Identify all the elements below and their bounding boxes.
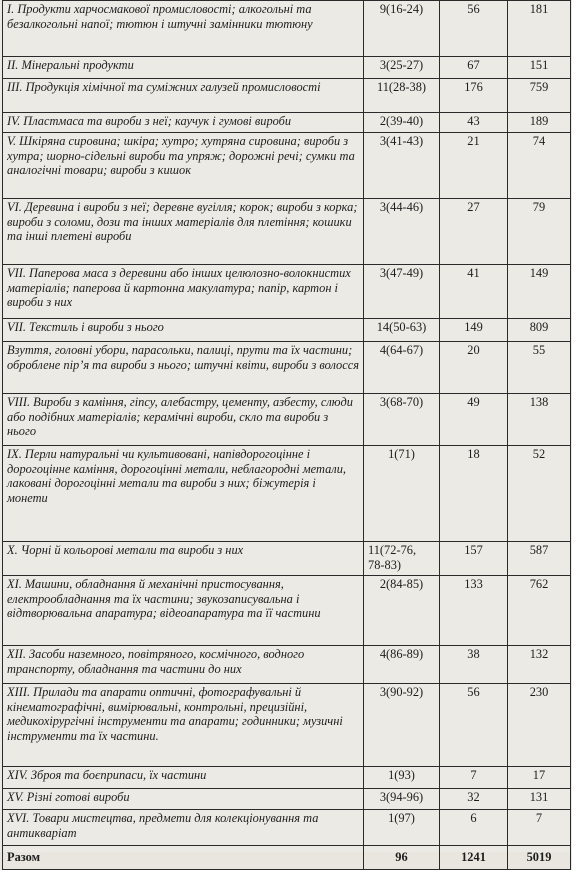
table-row [3,646,571,684]
section-positions: 27 [440,199,508,265]
section-name: XI. Машини, обладнання й механічні пристосування, електрообладнання та їх частини; звукозаписувальна і відтворювальна апаратура; відеоапаратура та її частини [3,576,364,646]
section-subpositions: 17 [508,767,571,789]
section-groups: 3(44-46) [364,199,440,265]
section-subpositions: 809 [508,319,571,342]
table-row [3,133,571,199]
section-subpositions: 55 [508,342,571,394]
section-name: XIV. Зброя та боєприпаси, їх частини [3,767,364,789]
section-positions: 176 [440,79,508,113]
total-row [3,846,571,870]
section-positions: 41 [440,265,508,319]
section-groups: 3(41-43) [364,133,440,199]
section-subpositions: 132 [508,646,571,684]
section-groups: 14(50-63) [364,319,440,342]
section-subpositions: 131 [508,789,571,810]
section-positions: 133 [440,576,508,646]
section-groups: 2(84-85) [364,576,440,646]
section-positions: 18 [440,446,508,542]
section-positions: 49 [440,394,508,446]
section-subpositions: 759 [508,79,571,113]
section-groups: 9(16-24) [364,1,440,57]
section-name: X. Чорні й кольорові метали та вироби з них [3,542,364,576]
table-row [3,79,571,113]
table-row [3,394,571,446]
section-groups: 1(97) [364,810,440,846]
section-subpositions: 189 [508,113,571,133]
table-row [3,789,571,810]
section-positions: 38 [440,646,508,684]
section-groups: 2(39-40) [364,113,440,133]
section-name: Взуття, головні убори, парасольки, палиці, прути та їх частини; оброблене пір’я та вироби з нього; штучні квіти, вироби з волосся [3,342,364,394]
section-groups: 3(90-92) [364,684,440,767]
section-positions: 20 [440,342,508,394]
section-groups: 3(68-70) [364,394,440,446]
commodity-sections-table [2,0,571,870]
section-groups: 1(93) [364,767,440,789]
section-positions: 6 [440,810,508,846]
section-name: XVI. Товари мистецтва, предмети для колекціонування та антикваріат [3,810,364,846]
section-groups: 11(72-76, 78-83) [364,542,440,576]
table-row [3,1,571,57]
section-name: IV. Пластмаса та вироби з неї; каучук і гумові вироби [3,113,364,133]
section-name: III. Продукція хімічної та суміжних галузей промисловості [3,79,364,113]
section-positions: 21 [440,133,508,199]
section-groups: 4(86-89) [364,646,440,684]
section-positions: 56 [440,1,508,57]
section-positions: 43 [440,113,508,133]
section-name: XII. Засоби наземного, повітряного, космічного, водного транспорту, обладнання та частини до них [3,646,364,684]
section-groups: 3(94-96) [364,789,440,810]
section-subpositions: 762 [508,576,571,646]
section-subpositions: 52 [508,446,571,542]
table-row [3,576,571,646]
section-name: II. Мінеральні продукти [3,57,364,79]
section-subpositions: 74 [508,133,571,199]
section-positions: 32 [440,789,508,810]
section-name: XIII. Прилади та апарати оптичні, фотографувальні й кінематографічні, вимірювальні, контрольні, прецизійні, медикохірургічні інструменти та апарати; годинники; музичні інструменти та їх частини. [3,684,364,767]
section-name: V. Шкіряна сировина; шкіра; хутро; хутряна сировина; вироби з хутра; шорно-сідельні вироби та упряж; дорожні речі; сумки та аналогічні товари; вироби з кишок [3,133,364,199]
section-name: XV. Різні готові вироби [3,789,364,810]
table-body [3,1,571,870]
table-row [3,342,571,394]
section-subpositions: 587 [508,542,571,576]
section-subpositions: 79 [508,199,571,265]
table-row [3,684,571,767]
table-row [3,319,571,342]
section-name: VI. Деревина і вироби з неї; деревне вугілля; корок; вироби з корка; вироби з соломи, дози та інших матеріалів для плетіння; кошики та інші плетені вироби [3,199,364,265]
section-positions: 7 [440,767,508,789]
table-row [3,113,571,133]
section-name: VIII. Вироби з каміння, гіпсу, алебастру, цементу, азбесту, слюди або подібних матеріалів; керамічні вироби, скло та вироби з нього [3,394,364,446]
section-subpositions: 138 [508,394,571,446]
section-subpositions: 7 [508,810,571,846]
section-positions: 157 [440,542,508,576]
section-groups: 11(28-38) [364,79,440,113]
section-groups: 1(71) [364,446,440,542]
section-subpositions: 151 [508,57,571,79]
table-row [3,265,571,319]
section-subpositions: 181 [508,1,571,57]
total-subpositions: 5019 [508,846,571,870]
table-row [3,542,571,576]
total-label: Разом [3,846,364,870]
table-row [3,810,571,846]
section-positions: 149 [440,319,508,342]
section-name: VII. Паперова маса з деревини або інших целюлозно-волокнистих матеріалів; паперова й картонна макулатура; папір, картон і вироби з них [3,265,364,319]
table-row [3,446,571,542]
total-groups: 96 [364,846,440,870]
section-groups: 3(47-49) [364,265,440,319]
section-name: I. Продукти харчосмакової промисловості; алкогольні та безалкогольні напої; тютюн і штучні замінники тютюну [3,1,364,57]
section-groups: 3(25-27) [364,57,440,79]
table-row [3,199,571,265]
section-positions: 56 [440,684,508,767]
total-positions: 1241 [440,846,508,870]
section-name: VII. Текстиль і вироби з нього [3,319,364,342]
section-groups: 4(64-67) [364,342,440,394]
table-row [3,767,571,789]
section-positions: 67 [440,57,508,79]
section-name: IX. Перли натуральні чи культивовані, напівдорогоцінне і дорогоцінне каміння, дорогоцінні метали, неблагородні метали, лаковані дорогоцінні метали та вироби з них; біжутерія і монети [3,446,364,542]
section-subpositions: 230 [508,684,571,767]
section-subpositions: 149 [508,265,571,319]
table-row [3,57,571,79]
